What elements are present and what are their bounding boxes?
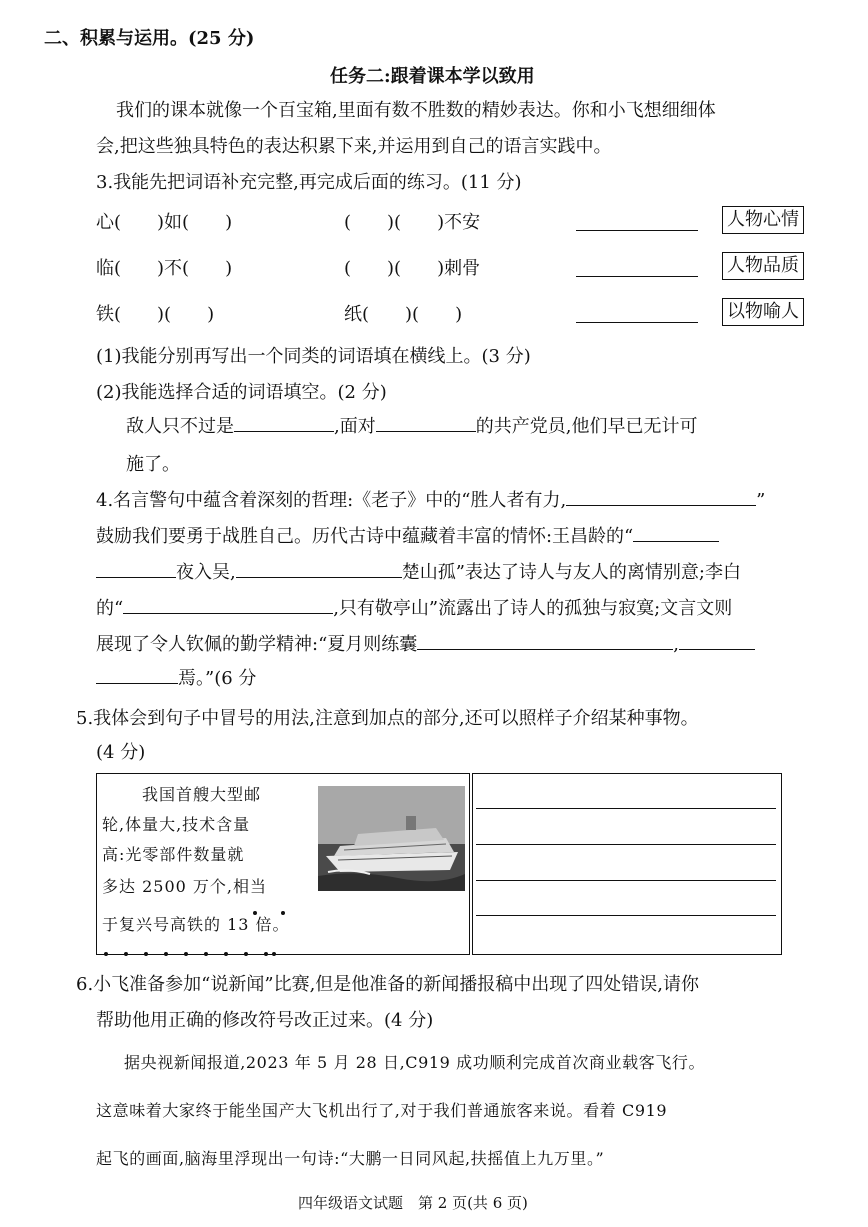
q4-text-6: 焉。”(6 分 [178,668,257,689]
intro-line-2: 会,把这些独具特色的表达积累下来,并运用到自己的语言实践中。 [96,136,612,157]
q6-news-line-2: 这意味着大家终于能坐国产大飞机出行了,对于我们普通旅客来说。看着 C919 [96,1101,668,1120]
q5-example-line-4: 多达 2500 万个,相当 [102,877,267,896]
q4-blank-1[interactable] [566,487,756,506]
q3-row3-tag: 以物喻人 [722,298,804,326]
q4-text-4a: 的“ [96,598,124,619]
q3-sub2-text-d: 施了。 [126,454,180,475]
q4-blank-4[interactable] [123,595,333,614]
q4-text-5a: 展现了令人钦佩的勤学精神:“夏月则练囊 [96,634,418,655]
q4-blank-3[interactable] [236,559,402,578]
q3-row2-left: 临( )不( ) [96,258,233,279]
q4-text-5b: , [673,634,679,655]
q3-title: 3.我能先把词语补充完整,再完成后面的练习。(11 分) [96,172,522,193]
q4-text-1b: ” [756,490,766,511]
q4-line-1 [96,486,765,512]
q5-title: 5.我体会到句子中冒号的用法,注意到加点的部分,还可以照样子介绍某种事物。 [76,708,699,729]
page-footer: 四年级语文试题 第 2 页(共 6 页) [298,1194,528,1212]
q3-row1-mid: ( )( )不安 [344,212,481,233]
q5-example-line-1: 我国首艘大型邮 [142,785,262,804]
q3-sub2-text-a: 敌人只不过是 [126,416,234,437]
q4-blank-2b[interactable] [96,559,176,578]
q4-line-5 [96,630,755,656]
q4-text-4b: ,只有敬亭山”流露出了诗人的孤独与寂寞;文言文则 [333,598,733,619]
q3-sub2-text-b: ,面对 [334,416,376,437]
q4-line-2 [96,522,719,548]
q3-row1-left: 心( )如( ) [96,212,233,233]
q4-line-3 [96,558,741,584]
q3-row1-tag: 人物心情 [722,206,804,234]
q6-news-line-3: 起飞的画面,脑海里浮现出一句诗:“大鹏一日同风起,扶摇值上九万里。” [96,1149,605,1168]
q4-text-3b: 楚山孤”表达了诗人与友人的离情别意;李白 [401,562,741,583]
task-title: 任务二:跟着课本学以致用 [330,66,535,87]
intro-line-1: 我们的课本就像一个百宝箱,里面有数不胜数的精妙表达。你和小飞想细细体 [116,100,716,121]
q5-score: (4 分) [96,742,146,763]
q6-line-2: 帮助他用正确的修改符号改正过来。(4 分) [96,1010,434,1031]
section-heading: 二、积累与运用。(25 分) [44,28,255,49]
q4-blank-2a[interactable] [633,523,719,542]
q4-text-2: 鼓励我们要勇于战胜自己。历代古诗中蕴藏着丰富的情怀:王昌龄的“ [96,526,634,547]
cruise-ship-image [318,786,465,891]
q6-news-line-1: 据央视新闻报道,2023 年 5 月 28 日,C919 成功顺利完成首次商业载客飞行。 [124,1053,706,1072]
q4-blank-6a[interactable] [679,631,755,650]
q4-line-4 [96,594,732,620]
q5-example-line-2: 轮,体量大,技术含量 [102,815,251,834]
emphasis-dots-2 [104,940,276,961]
q5-example-line-5: 于复兴号高铁的 13 倍。 [102,915,290,934]
q3-row2-answer-line[interactable] [576,276,698,277]
q3-sub2-blank-2[interactable] [376,413,476,432]
q5-answer-box [472,773,782,955]
q3-sub1: (1)我能分别再写出一个同类的词语填在横线上。(3 分) [96,346,531,367]
q4-text-3a: 夜入吴, [176,562,236,583]
q3-sub2-sentence [126,412,697,438]
q5-example-line-3: 高:光零部件数量就 [102,845,245,864]
q5-answer-line-3[interactable] [476,880,776,881]
q5-answer-line-1[interactable] [476,808,776,809]
q3-row3-left: 铁( )( ) [96,304,215,325]
q3-row2-tag: 人物品质 [722,252,804,280]
q3-sub2-text-c: 的共产党员,他们早已无计可 [475,416,698,437]
q3-sub2: (2)我能选择合适的词语填空。(2 分) [96,382,387,403]
q3-sub2-blank-1[interactable] [234,413,334,432]
q6-line-1: 6.小飞准备参加“说新闻”比赛,但是他准备的新闻播报稿中出现了四处错误,请你 [76,974,700,995]
q4-text-1a: 4.名言警句中蕴含着深刻的哲理:《老子》中的“胜人者有力, [96,490,567,511]
q4-blank-5[interactable] [417,631,673,650]
q3-row1-answer-line[interactable] [576,230,698,231]
emphasis-dots-1 [253,899,285,920]
q4-blank-6b[interactable] [96,665,178,684]
q5-answer-line-2[interactable] [476,844,776,845]
q3-row3-mid: 纸( )( ) [344,304,463,325]
q3-row3-answer-line[interactable] [576,322,698,323]
q4-line-6 [96,664,256,690]
q3-row2-mid: ( )( )刺骨 [344,258,481,279]
q5-answer-line-4[interactable] [476,915,776,916]
